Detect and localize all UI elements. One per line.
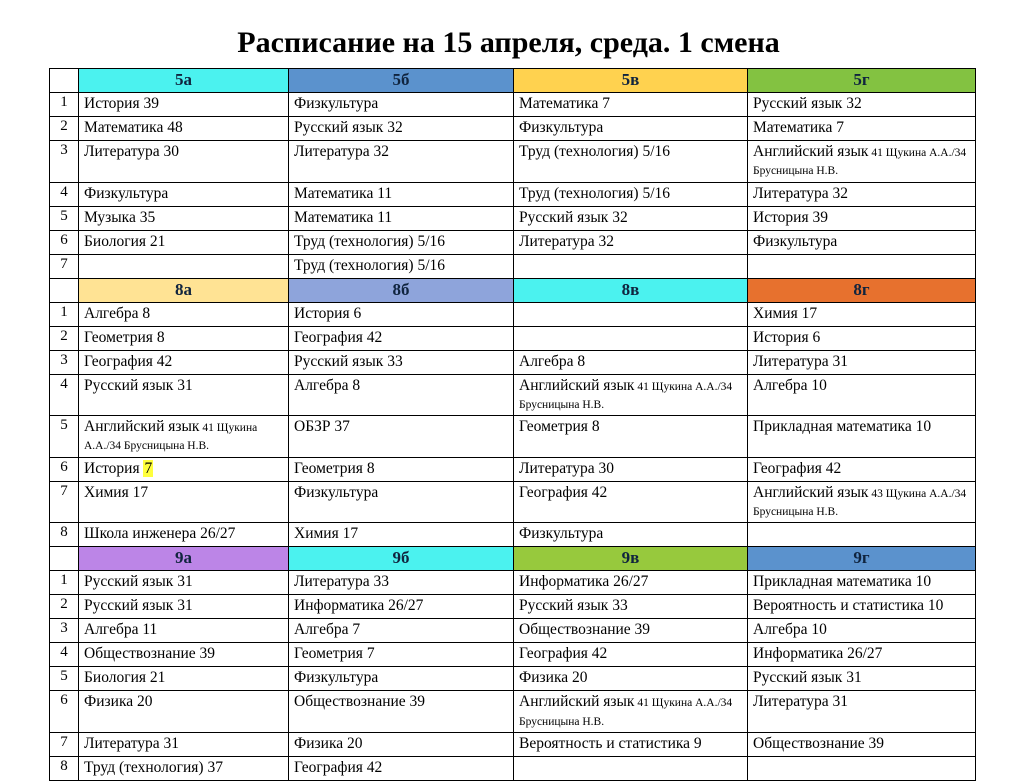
lesson-cell: Труд (технология) 37 xyxy=(79,756,289,780)
lesson-cell: Алгебра 7 xyxy=(289,619,514,643)
lesson-cell: Труд (технология) 5/16 xyxy=(289,254,514,278)
row-number: 4 xyxy=(50,374,79,416)
class-header-5в: 5в xyxy=(514,69,748,93)
lesson-cell: Математика 11 xyxy=(289,206,514,230)
lesson-name: Английский язык xyxy=(519,693,635,711)
lesson-cell xyxy=(514,254,748,278)
lesson-cell xyxy=(748,254,976,278)
lesson-row xyxy=(50,326,976,350)
lesson-cell: Физкультура xyxy=(748,230,976,254)
schedule-table-body xyxy=(50,69,976,781)
lesson-cell: Обществознание 39 xyxy=(289,691,514,733)
schedule-page xyxy=(0,26,1017,779)
lesson-cell xyxy=(748,523,976,547)
row-number: 1 xyxy=(50,302,79,326)
lesson-row xyxy=(50,457,976,481)
lesson-cell: Химия 17 xyxy=(79,481,289,523)
lesson-cell: Русский язык 32 xyxy=(514,206,748,230)
lesson-row xyxy=(50,182,976,206)
lesson-row xyxy=(50,141,976,183)
lesson-cell: История 39 xyxy=(79,93,289,117)
lesson-cell xyxy=(514,326,748,350)
lesson-cell: География 42 xyxy=(748,457,976,481)
lesson-cell xyxy=(748,481,976,523)
row-number: 2 xyxy=(50,326,79,350)
lesson-cell: Вероятность и статистика 9 xyxy=(514,732,748,756)
lesson-cell: Физкультура xyxy=(79,182,289,206)
lesson-cell: Прикладная математика 10 xyxy=(748,416,976,458)
lesson-cell: Информатика 26/27 xyxy=(748,643,976,667)
row-number: 3 xyxy=(50,350,79,374)
lesson-cell: Математика 48 xyxy=(79,117,289,141)
lesson-cell: Геометрия 8 xyxy=(289,457,514,481)
row-number: 3 xyxy=(50,619,79,643)
lesson-row xyxy=(50,117,976,141)
lesson-cell: Биология 21 xyxy=(79,667,289,691)
class-header-8б: 8б xyxy=(289,278,514,302)
lesson-row xyxy=(50,691,976,733)
lesson-cell: Биология 21 xyxy=(79,230,289,254)
lesson-cell: Музыка 35 xyxy=(79,206,289,230)
lesson-cell: Прикладная математика 10 xyxy=(748,571,976,595)
lesson-row xyxy=(50,523,976,547)
lesson-cell: Обществознание 39 xyxy=(748,732,976,756)
lesson-cell: История 6 xyxy=(748,326,976,350)
lesson-row xyxy=(50,595,976,619)
row-number: 8 xyxy=(50,756,79,780)
lesson-cell xyxy=(748,756,976,780)
class-header-8в: 8в xyxy=(514,278,748,302)
lesson-cell: Физика 20 xyxy=(79,691,289,733)
lesson-cell: География 42 xyxy=(289,326,514,350)
lesson-row xyxy=(50,416,976,458)
lesson-row xyxy=(50,93,976,117)
lesson-row xyxy=(50,350,976,374)
lesson-cell: Математика 7 xyxy=(748,117,976,141)
lesson-cell: Геометрия 8 xyxy=(514,416,748,458)
lesson-row xyxy=(50,254,976,278)
lesson-row xyxy=(50,374,976,416)
lesson-cell: Труд (технология) 5/16 xyxy=(514,182,748,206)
lesson-cell: Алгебра 8 xyxy=(289,374,514,416)
row-number: 2 xyxy=(50,117,79,141)
lesson-cell: Физика 20 xyxy=(289,732,514,756)
lesson-cell: Алгебра 10 xyxy=(748,619,976,643)
lesson-cell: Труд (технология) 5/16 xyxy=(514,141,748,183)
lesson-cell: Химия 17 xyxy=(289,523,514,547)
row-number: 2 xyxy=(50,595,79,619)
class-header-8а: 8а xyxy=(79,278,289,302)
lesson-cell: Труд (технология) 5/16 xyxy=(289,230,514,254)
lesson-cell: Химия 17 xyxy=(748,302,976,326)
lesson-row xyxy=(50,667,976,691)
row-number: 7 xyxy=(50,254,79,278)
corner-cell xyxy=(50,278,79,302)
row-number: 4 xyxy=(50,643,79,667)
lesson-cell: Литература 31 xyxy=(748,691,976,733)
lesson-row xyxy=(50,302,976,326)
lesson-cell: Информатика 26/27 xyxy=(289,595,514,619)
lesson-row xyxy=(50,206,976,230)
lesson-row xyxy=(50,756,976,780)
lesson-cell: География 42 xyxy=(514,643,748,667)
lesson-cell xyxy=(79,254,289,278)
lesson-cell: Физика 20 xyxy=(514,667,748,691)
lesson-name: Английский язык xyxy=(84,418,200,436)
corner-cell xyxy=(50,69,79,93)
lesson-cell: Русский язык 33 xyxy=(514,595,748,619)
lesson-name: Английский язык xyxy=(753,143,869,160)
row-number: 7 xyxy=(50,732,79,756)
teacher-note: 43 Щукина А.А./34 Брусницына Н.В. xyxy=(753,487,967,518)
lesson-row xyxy=(50,571,976,595)
lesson-cell: Вероятность и статистика 10 xyxy=(748,595,976,619)
lesson-cell: География 42 xyxy=(289,756,514,780)
section-header-row xyxy=(50,69,976,93)
highlighted-room-number: 7 xyxy=(144,459,153,477)
lesson-cell xyxy=(748,141,976,183)
lesson-row xyxy=(50,619,976,643)
lesson-cell: Литература 33 xyxy=(289,571,514,595)
class-header-9г: 9г xyxy=(748,547,976,571)
lesson-cell xyxy=(514,691,748,733)
section-header-row xyxy=(50,278,976,302)
class-header-9а: 9а xyxy=(79,547,289,571)
lesson-cell: Литература 32 xyxy=(748,182,976,206)
class-header-8г: 8г xyxy=(748,278,976,302)
lesson-cell: Литература 30 xyxy=(79,141,289,183)
row-number: 3 xyxy=(50,141,79,183)
row-number: 8 xyxy=(50,523,79,547)
lesson-cell: География 42 xyxy=(514,481,748,523)
section-header-row xyxy=(50,547,976,571)
lesson-cell: Русский язык 33 xyxy=(289,350,514,374)
lesson-row xyxy=(50,732,976,756)
row-number: 5 xyxy=(50,416,79,458)
row-number: 5 xyxy=(50,206,79,230)
lesson-cell: Литература 32 xyxy=(514,230,748,254)
lesson-cell: Математика 11 xyxy=(289,182,514,206)
lesson-cell: Физкультура xyxy=(514,117,748,141)
lesson-cell: Обществознание 39 xyxy=(79,643,289,667)
lesson-cell: История 39 xyxy=(748,206,976,230)
lesson-cell: География 42 xyxy=(79,350,289,374)
schedule-table xyxy=(49,68,976,781)
lesson-cell xyxy=(79,416,289,458)
lesson-cell: Русский язык 31 xyxy=(748,667,976,691)
lesson-cell: Геометрия 7 xyxy=(289,643,514,667)
lesson-cell: Алгебра 11 xyxy=(79,619,289,643)
page-title: Расписание на 15 апреля, среда. 1 смена xyxy=(237,26,780,59)
teacher-note: 41 Щукина А.А./34 Брусницына Н.В. xyxy=(519,380,733,411)
lesson-cell: Литература 32 xyxy=(289,141,514,183)
lesson-cell: Литература 31 xyxy=(748,350,976,374)
teacher-note: 41 Щукина А.А./34 Брусницына Н.В. xyxy=(519,697,733,728)
lesson-cell: Физкультура xyxy=(289,667,514,691)
lesson-cell: Русский язык 31 xyxy=(79,595,289,619)
class-header-5г: 5г xyxy=(748,69,976,93)
corner-cell xyxy=(50,547,79,571)
lesson-cell: Литература 30 xyxy=(514,457,748,481)
lesson-cell xyxy=(514,302,748,326)
lesson-cell: Школа инженера 26/27 xyxy=(79,523,289,547)
class-header-9б: 9б xyxy=(289,547,514,571)
lesson-cell: Русский язык 31 xyxy=(79,374,289,416)
lesson-name: Английский язык xyxy=(519,376,635,394)
lesson-cell: Геометрия 8 xyxy=(79,326,289,350)
lesson-name: Английский язык xyxy=(753,483,869,501)
lesson-cell: Русский язык 32 xyxy=(289,117,514,141)
class-header-5б: 5б xyxy=(289,69,514,93)
class-header-9в: 9в xyxy=(514,547,748,571)
lesson-cell: Алгебра 10 xyxy=(748,374,976,416)
lesson-row xyxy=(50,643,976,667)
lesson-cell: Физкультура xyxy=(289,93,514,117)
row-number: 6 xyxy=(50,230,79,254)
lesson-cell xyxy=(79,457,289,481)
lesson-cell: Алгебра 8 xyxy=(79,302,289,326)
row-number: 1 xyxy=(50,571,79,595)
lesson-cell: Математика 7 xyxy=(514,93,748,117)
class-header-5а: 5а xyxy=(79,69,289,93)
lesson-cell: Русский язык 31 xyxy=(79,571,289,595)
lesson-cell: Обществознание 39 xyxy=(514,619,748,643)
lesson-name: История xyxy=(84,459,144,477)
row-number: 4 xyxy=(50,182,79,206)
lesson-cell: История 6 xyxy=(289,302,514,326)
lesson-row xyxy=(50,230,976,254)
row-number: 7 xyxy=(50,481,79,523)
row-number: 5 xyxy=(50,667,79,691)
lesson-cell: Алгебра 8 xyxy=(514,350,748,374)
row-number: 6 xyxy=(50,457,79,481)
lesson-cell: Физкультура xyxy=(289,481,514,523)
row-number: 1 xyxy=(50,93,79,117)
lesson-cell: Русский язык 32 xyxy=(748,93,976,117)
lesson-cell: Физкультура xyxy=(514,523,748,547)
row-number: 6 xyxy=(50,691,79,733)
teacher-note: 41 Щукина А.А./34 Брусницына Н.В. xyxy=(84,422,258,453)
lesson-row xyxy=(50,481,976,523)
lesson-cell: Литература 31 xyxy=(79,732,289,756)
lesson-cell xyxy=(514,374,748,416)
teacher-note: 41 Щукина А.А./34 Брусницына Н.В. xyxy=(753,147,967,178)
lesson-cell: ОБЗР 37 xyxy=(289,416,514,458)
lesson-cell: Информатика 26/27 xyxy=(514,571,748,595)
lesson-cell xyxy=(514,756,748,780)
